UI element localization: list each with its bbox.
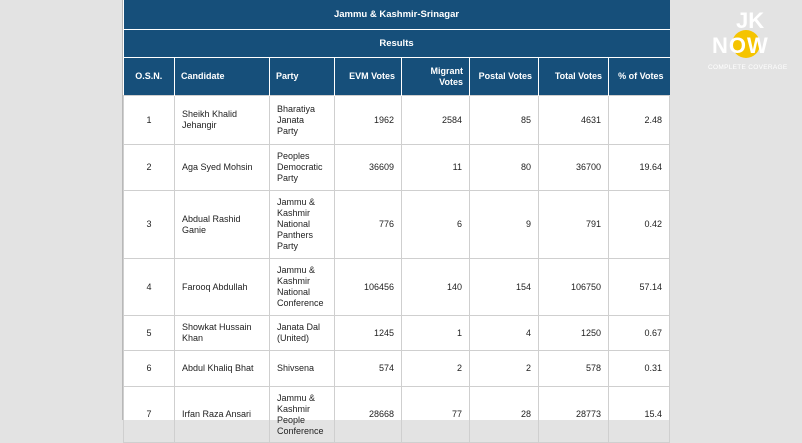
table-row xyxy=(124,351,670,387)
cell-postal-votes: 2 xyxy=(470,351,539,387)
column-header-row xyxy=(124,58,670,96)
cell-migrant-votes: 2 xyxy=(402,351,470,387)
cell-party: Shivsena xyxy=(270,351,335,387)
cell-osn: 3 xyxy=(124,191,175,259)
table-title: Jammu & Kashmir-Srinagar xyxy=(124,0,670,30)
header-percent-votes: % of Votes xyxy=(609,58,670,96)
header-candidate: Candidate xyxy=(175,58,270,96)
cell-party: Jammu & Kashmir National Panthers Party xyxy=(270,191,335,259)
cell-postal-votes: 4 xyxy=(470,316,539,351)
cell-percent-votes: 0.67 xyxy=(609,316,670,351)
cell-evm-votes: 574 xyxy=(335,351,402,387)
cell-candidate: Aga Syed Mohsin xyxy=(175,145,270,191)
cell-osn: 4 xyxy=(124,259,175,316)
cell-osn: 6 xyxy=(124,351,175,387)
cell-postal-votes: 85 xyxy=(470,96,539,145)
cell-migrant-votes: 11 xyxy=(402,145,470,191)
cell-migrant-votes: 6 xyxy=(402,191,470,259)
cell-evm-votes: 28668 xyxy=(335,387,402,443)
cell-migrant-votes: 1 xyxy=(402,316,470,351)
header-postal-votes: Postal Votes xyxy=(470,58,539,96)
cell-candidate: Abdul Khaliq Bhat xyxy=(175,351,270,387)
table-row xyxy=(124,316,670,351)
results-table-container xyxy=(122,0,670,436)
cell-postal-votes: 80 xyxy=(470,145,539,191)
header-total-votes: Total Votes xyxy=(539,58,609,96)
cell-percent-votes: 15.4 xyxy=(609,387,670,443)
cell-total-votes: 36700 xyxy=(539,145,609,191)
cell-candidate: Farooq Abdullah xyxy=(175,259,270,316)
cell-party: Peoples Democratic Party xyxy=(270,145,335,191)
cell-migrant-votes: 77 xyxy=(402,387,470,443)
cell-candidate: Showkat Hussain Khan xyxy=(175,316,270,351)
cell-evm-votes: 36609 xyxy=(335,145,402,191)
cell-party: Jammu & Kashmir People Conference xyxy=(270,387,335,443)
header-migrant-votes: Migrant Votes xyxy=(402,58,470,96)
cell-candidate: Irfan Raza Ansari xyxy=(175,387,270,443)
cell-osn: 7 xyxy=(124,387,175,443)
cell-total-votes: 4631 xyxy=(539,96,609,145)
header-osn: O.S.N. xyxy=(124,58,175,96)
cell-migrant-votes: 140 xyxy=(402,259,470,316)
table-subtitle: Results xyxy=(124,30,670,58)
table-row xyxy=(124,145,670,191)
cell-total-votes: 28773 xyxy=(539,387,609,443)
cell-candidate: Sheikh Khalid Jehangir xyxy=(175,96,270,145)
cell-total-votes: 106750 xyxy=(539,259,609,316)
table-row xyxy=(124,191,670,259)
cell-total-votes: 1250 xyxy=(539,316,609,351)
cell-candidate: Abdual Rashid Ganie xyxy=(175,191,270,259)
cell-percent-votes: 57.14 xyxy=(609,259,670,316)
cell-total-votes: 791 xyxy=(539,191,609,259)
cell-party: Jammu & Kashmir National Conference xyxy=(270,259,335,316)
header-evm-votes: EVM Votes xyxy=(335,58,402,96)
logo-tagline: COMPLETE COVERAGE xyxy=(708,64,788,71)
table-row xyxy=(124,387,670,443)
cell-postal-votes: 28 xyxy=(470,387,539,443)
cell-percent-votes: 2.48 xyxy=(609,96,670,145)
cell-postal-votes: 154 xyxy=(470,259,539,316)
cell-percent-votes: 0.31 xyxy=(609,351,670,387)
results-table xyxy=(123,0,670,443)
cell-party: Janata Dal (United) xyxy=(270,316,335,351)
header-party: Party xyxy=(270,58,335,96)
logo-line-1: JK xyxy=(736,8,765,33)
table-row xyxy=(124,259,670,316)
cell-evm-votes: 106456 xyxy=(335,259,402,316)
cell-party: Bharatiya Janata Party xyxy=(270,96,335,145)
cell-osn: 5 xyxy=(124,316,175,351)
cell-migrant-votes: 2584 xyxy=(402,96,470,145)
cell-postal-votes: 9 xyxy=(470,191,539,259)
table-row xyxy=(124,96,670,145)
cell-percent-votes: 19.64 xyxy=(609,145,670,191)
cell-total-votes: 578 xyxy=(539,351,609,387)
logo-line-2: NOW xyxy=(712,33,769,58)
cell-evm-votes: 1962 xyxy=(335,96,402,145)
cell-osn: 2 xyxy=(124,145,175,191)
cell-evm-votes: 1245 xyxy=(335,316,402,351)
cell-osn: 1 xyxy=(124,96,175,145)
cell-percent-votes: 0.42 xyxy=(609,191,670,259)
cell-evm-votes: 776 xyxy=(335,191,402,259)
